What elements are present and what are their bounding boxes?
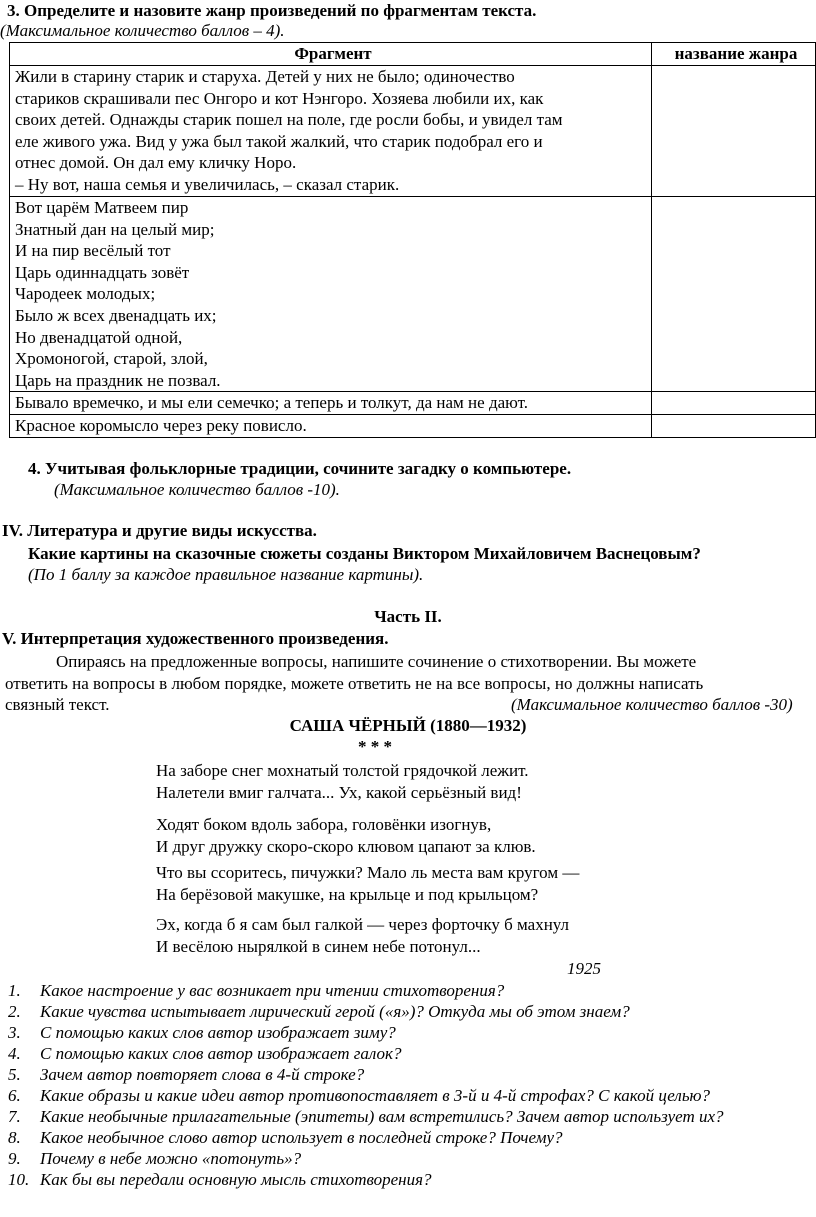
task3-points: (Максимальное количество баллов – 4). [0,21,285,40]
poem-stanza [156,814,536,858]
poem-line: На заборе снег мохнатый толстой грядочкой лежит. [156,761,529,780]
question-text: Какие образы и какие идеи автор противопоставляет в 3-й и 4-й строфах? С какой целью? [40,1086,711,1105]
genre-answer-cell[interactable] [652,392,816,415]
fragment-line: Хромоногой, старой, злой, [15,349,208,369]
question-text: Как бы вы передали основную мысль стихотворения? [40,1170,432,1189]
question-item [8,1044,401,1064]
section5-title: V. Интерпретация художественного произведения. [2,629,389,648]
question-item [8,1023,396,1043]
intro-line: связный текст. [5,695,110,714]
question-number: 9. [8,1149,21,1168]
question-number: 7. [8,1107,21,1126]
question-number: 5. [8,1065,21,1084]
question-number: 3. [8,1023,21,1042]
fragment-cell [10,66,652,197]
section4-question: Какие картины на сказочные сюжеты созданы Виктором Михайловичем Васнецовым? [28,544,701,563]
question-item [8,981,504,1001]
fragment-cell [10,197,652,392]
fragment-line: Но двенадцатой одной, [15,327,183,347]
poem-stars: * * * [358,737,392,756]
question-text: Какие необычные прилагательные (эпитеты) вам встретились? Зачем автор использует их? [40,1107,724,1126]
intro-line: ответить на вопросы в любом порядке, можете ответить не на все вопросы, но должны написать [5,674,704,693]
poem-line: И друг дружку скоро-скоро клювом цапают за клюв. [156,837,536,856]
task4-title: 4. Учитывая фольклорные традиции, сочините загадку о компьютере. [28,459,572,478]
part2-title: Часть II. [374,607,442,626]
fragment-line: Вот царём Матвеем пир [15,198,189,217]
question-text: Какие чувства испытывает лирический герой («я»)? Откуда мы об этом знаем? [40,1002,630,1021]
poem-stanza [156,914,569,958]
question-item [8,1128,563,1148]
fragment-line: своих детей. Однажды старик пошел на поле, где росли бобы, и увидел там [15,110,563,130]
poem-stanza [156,760,529,804]
poem-year: 1925 [567,959,601,978]
question-text: Зачем автор повторяет слова в 4-й строке? [40,1065,365,1084]
poem-author: САША ЧЁРНЫЙ (1880—1932) [289,716,527,735]
fragment-line: Царь на праздник не позвал. [15,370,221,390]
fragment-cell [10,415,652,438]
poem-stanza [156,862,579,906]
section4-points: (По 1 баллу за каждое правильное название картины). [28,565,424,584]
question-text: Какое настроение у вас возникает при чтении стихотворения? [40,981,505,1000]
fragment-line: Красное коромысло через реку повисло. [15,416,307,436]
table-row [10,197,816,392]
fragment-line: Царь одиннадцать зовёт [15,262,190,282]
question-number: 4. [8,1044,21,1063]
question-text: С помощью каких слов автор изображает зиму? [40,1023,396,1042]
poem-line: Что вы ссоритесь, пичужки? Мало ль места вам кругом — [156,863,580,882]
question-item [8,1002,630,1022]
fragment-line: – Ну вот, наша семья и увеличилась, – сказал старик. [15,174,400,194]
question-item [8,1170,432,1190]
header-fragment: Фрагмент [10,43,652,66]
fragment-line: Было ж всех двенадцать их; [15,305,217,325]
table-row [10,392,816,415]
fragment-line: отнес домой. Он дал ему кличку Норо. [15,153,297,173]
question-number: 6. [8,1086,21,1105]
part2-points: (Максимальное количество баллов -30) [511,695,793,714]
question-item [8,1086,710,1106]
question-item [8,1065,364,1085]
question-text: Какое необычное слово автор использует в последней строке? Почему? [40,1128,563,1147]
question-number: 2. [8,1002,21,1021]
fragment-line: еле живого ужа. Вид у ужа был такой жалкий, что старик подобрал его и [15,131,543,151]
question-item [8,1107,724,1127]
genre-table [9,42,816,438]
poem-line: Ходят боком вдоль забора, головёнки изогнув, [156,815,492,834]
task4-points: (Максимальное количество баллов -10). [54,480,340,499]
fragment-line: Чародеек молодых; [15,284,156,304]
section4-title: IV. Литература и другие виды искусства. [2,521,317,540]
fragment-line: Знатный дан на целый мир; [15,219,215,239]
fragment-line: стариков скрашивали пес Онгоро и кот Нэнгоро. Хозяева любили их, как [15,88,544,108]
genre-answer-cell[interactable] [652,197,816,392]
table-row [10,415,816,438]
fragment-line: И на пир весёлый тот [15,241,171,261]
poem-line: Налетели вмиг галчата... Ух, какой серьёзный вид! [156,783,522,802]
question-number: 8. [8,1128,21,1147]
genre-answer-cell[interactable] [652,66,816,197]
question-number: 10. [8,1170,30,1189]
genre-answer-cell[interactable] [652,415,816,438]
fragment-line: Жили в старину старик и старуха. Детей у них не было; одиночество [15,67,515,86]
fragment-line: Бывало времечко, и мы ели семечко; а теперь и толкут, да нам не дают. [15,393,529,413]
fragment-cell [10,392,652,415]
question-number: 1. [8,981,21,1000]
question-text: С помощью каких слов автор изображает галок? [40,1044,402,1063]
task3-title: 3. Определите и назовите жанр произведений по фрагментам текста. [7,1,537,20]
table-row [10,66,816,197]
poem-line: На берёзовой макушке, на крыльце и под крыльцом? [156,885,539,904]
poem-line: Эх, когда б я сам был галкой — через форточку б махнул [156,915,570,934]
poem-line: И весёлою нырялкой в синем небе потонул... [156,937,481,956]
intro-line: Опираясь на предложенные вопросы, напишите сочинение о стихотворении. Вы можете [56,652,697,671]
question-text: Почему в небе можно «потонуть»? [40,1149,302,1168]
table-header-row [10,43,816,66]
question-item [8,1149,301,1169]
header-genre: название жанра [652,43,816,66]
